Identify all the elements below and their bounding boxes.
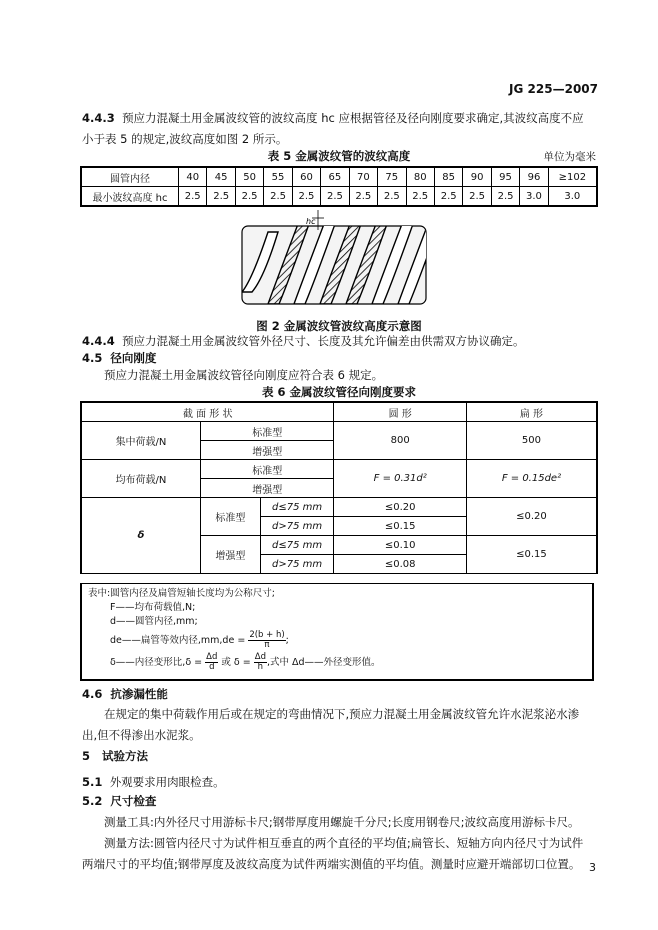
- table-cell: 2.5: [349, 187, 377, 207]
- value-cell: ≤0.20: [334, 498, 466, 517]
- paragraph-line: 在规定的集中荷载作用后或在规定的弯曲情况下,预应力混凝土用金属波纹管允许水泥浆泌水渗: [104, 707, 580, 721]
- section-4-4-3: [82, 108, 596, 150]
- section-5-2: [82, 791, 596, 875]
- section-4-6-heading: [82, 684, 596, 705]
- table5: [80, 166, 598, 207]
- table-cell: 70: [349, 167, 377, 187]
- table-cell: 2.5: [207, 187, 235, 207]
- table-cell: 85: [434, 167, 462, 187]
- note-line: [88, 653, 586, 672]
- section-number: 4.5: [82, 351, 103, 365]
- table-cell: 60: [292, 167, 320, 187]
- section-number: 4.6: [82, 687, 103, 701]
- header-round: 圆 形: [334, 402, 466, 422]
- value-cell: ≤0.15: [466, 536, 597, 574]
- row-label: 均布荷载/N: [81, 460, 200, 498]
- value-cell: ≤0.08: [334, 555, 466, 574]
- header-flat: 扁 形: [466, 402, 597, 422]
- paragraph-text: 预应力混凝土用金属波纹管外径尺寸、长度及其允许偏差由供需双方协议确定。: [122, 334, 525, 348]
- paragraph-text: 外观要求用肉眼检查。: [109, 775, 225, 789]
- note-text: ,式中 Δd——外径变形值。: [266, 657, 381, 668]
- table-cell: 2.5: [491, 187, 519, 207]
- section-5-heading: [82, 746, 596, 767]
- table6-caption: 表 6 金属波纹管径向刚度要求: [261, 385, 416, 399]
- table6: [80, 401, 598, 574]
- condition-cell: d>75 mm: [260, 517, 334, 536]
- paragraph-line: 测量方法:圆管内径尺寸为试件相互垂直的两个直径的平均值;扁管长、短轴方向内径尺寸为试件: [104, 836, 584, 850]
- section-4-5-text: 预应力混凝土用金属波纹管径向刚度应符合表 6 规定。: [104, 368, 384, 382]
- table-row: [81, 460, 597, 479]
- numerator: Δd: [206, 652, 218, 662]
- value-cell: 800: [334, 422, 466, 460]
- table-row: [81, 402, 597, 422]
- paragraph-line: 小于表 5 的规定,波纹高度如图 2 所示。: [82, 132, 288, 146]
- note-line: d——圆管内径,mm;: [110, 616, 198, 627]
- note-text: δ——内径变形比,δ =: [110, 657, 203, 668]
- fraction: [205, 653, 218, 672]
- table-cell: 40: [179, 167, 207, 187]
- table-cell: 2.5: [179, 187, 207, 207]
- table-cell: 2.5: [434, 187, 462, 207]
- condition-cell: d≤75 mm: [260, 498, 334, 517]
- type-cell: 增强型: [200, 441, 333, 460]
- table-cell: ≥102: [548, 167, 597, 187]
- section-title: 试验方法: [102, 749, 149, 763]
- row-header: 圆管内径: [81, 167, 179, 187]
- corrugated-tube-figure: [228, 208, 438, 314]
- table-cell: 50: [235, 167, 263, 187]
- table5-unit: 单位为毫米: [543, 151, 596, 163]
- section-number: 4.4.4: [82, 334, 115, 348]
- numerator: 2(b + h): [249, 630, 285, 640]
- table5-caption: 表 5 金属波纹管的波纹高度: [267, 149, 411, 163]
- section-4-6-text: [82, 704, 596, 746]
- section-number: 5.2: [82, 794, 103, 808]
- value-cell: ≤0.20: [466, 498, 597, 536]
- table-cell: 95: [491, 167, 519, 187]
- table-cell: 45: [207, 167, 235, 187]
- table-cell: 2.5: [292, 187, 320, 207]
- type-cell: 标准型: [200, 460, 333, 479]
- note-text: ;: [285, 635, 289, 646]
- formula-cell: F = 0.15de²: [466, 460, 597, 498]
- type-cell: 标准型: [200, 422, 333, 441]
- section-title: 径向刚度: [110, 351, 157, 365]
- table-cell: 2.5: [235, 187, 263, 207]
- denominator: h: [257, 662, 264, 672]
- paragraph-line: 预应力混凝土用金属波纹管的波纹高度 hc 应根据管径及径向刚度要求确定,其波纹高度不应: [122, 111, 584, 125]
- fraction: [254, 653, 267, 672]
- row-header: 最小波纹高度 hc: [81, 187, 179, 207]
- paragraph-line: 两端尺寸的平均值;钢带厚度及波纹高度为试件两端实测值的平均值。测量时应避开端部切口位置。: [82, 857, 581, 871]
- table-cell: 2.5: [463, 187, 491, 207]
- paragraph-line: 出,但不得渗出水泥浆。: [82, 728, 201, 742]
- table-cell: 90: [463, 167, 491, 187]
- table-cell: 2.5: [378, 187, 406, 207]
- paragraph-line: 测量工具:内外径尺寸用游标卡尺;钢带厚度用螺旋千分尺;长度用钢卷尺;波纹高度用游标卡尺。: [104, 815, 580, 829]
- table-cell: 2.5: [264, 187, 292, 207]
- table-cell: 96: [520, 167, 548, 187]
- type-cell: 增强型: [200, 536, 260, 574]
- value-cell: 500: [466, 422, 597, 460]
- table-cell: 55: [264, 167, 292, 187]
- note-line: [88, 631, 586, 650]
- numerator: Δd: [254, 652, 266, 662]
- value-cell: ≤0.10: [334, 536, 466, 555]
- section-title: 尺寸检查: [110, 794, 157, 808]
- section-title: 抗渗漏性能: [110, 687, 168, 701]
- dimension-label: hc: [306, 217, 316, 226]
- table-cell: 75: [378, 167, 406, 187]
- page-number: 3: [589, 861, 596, 874]
- denominator: π: [264, 640, 270, 650]
- section-5-1: [82, 772, 596, 793]
- denominator: d: [209, 662, 215, 672]
- table-cell: 2.5: [321, 187, 349, 207]
- table6-notes: [80, 583, 594, 681]
- note-text: de——扁管等效内径,mm,de =: [110, 635, 246, 646]
- header-shape: 截 面 形 状: [81, 402, 334, 422]
- table-cell: 65: [321, 167, 349, 187]
- table-row: [81, 187, 597, 207]
- standard-number: JG 225—2007: [509, 82, 598, 96]
- table-cell: 80: [406, 167, 434, 187]
- section-number: 5: [82, 749, 91, 763]
- condition-cell: d≤75 mm: [260, 536, 334, 555]
- table-row: [81, 422, 597, 441]
- table-row: [81, 498, 597, 517]
- note-line: F——均布荷载值,N;: [110, 602, 196, 613]
- type-cell: 标准型: [200, 498, 260, 536]
- note-text: 或 δ =: [221, 657, 251, 668]
- table-row: [81, 167, 597, 187]
- section-number: 5.1: [82, 775, 103, 789]
- fraction: [248, 631, 285, 650]
- table-cell: 3.0: [548, 187, 597, 207]
- note-line: 表中:圆管内径及扁管短轴长度均为公称尺寸;: [88, 588, 275, 599]
- row-label: δ: [81, 498, 200, 574]
- table-cell: 3.0: [520, 187, 548, 207]
- table-cell: 2.5: [406, 187, 434, 207]
- row-label: 集中荷载/N: [81, 422, 200, 460]
- section-number: 4.4.3: [82, 111, 115, 125]
- value-cell: ≤0.15: [334, 517, 466, 536]
- type-cell: 增强型: [200, 479, 333, 498]
- figure2-caption: 图 2 金属波纹管波纹高度示意图: [256, 319, 422, 333]
- condition-cell: d>75 mm: [260, 555, 334, 574]
- formula-cell: F = 0.31d²: [334, 460, 466, 498]
